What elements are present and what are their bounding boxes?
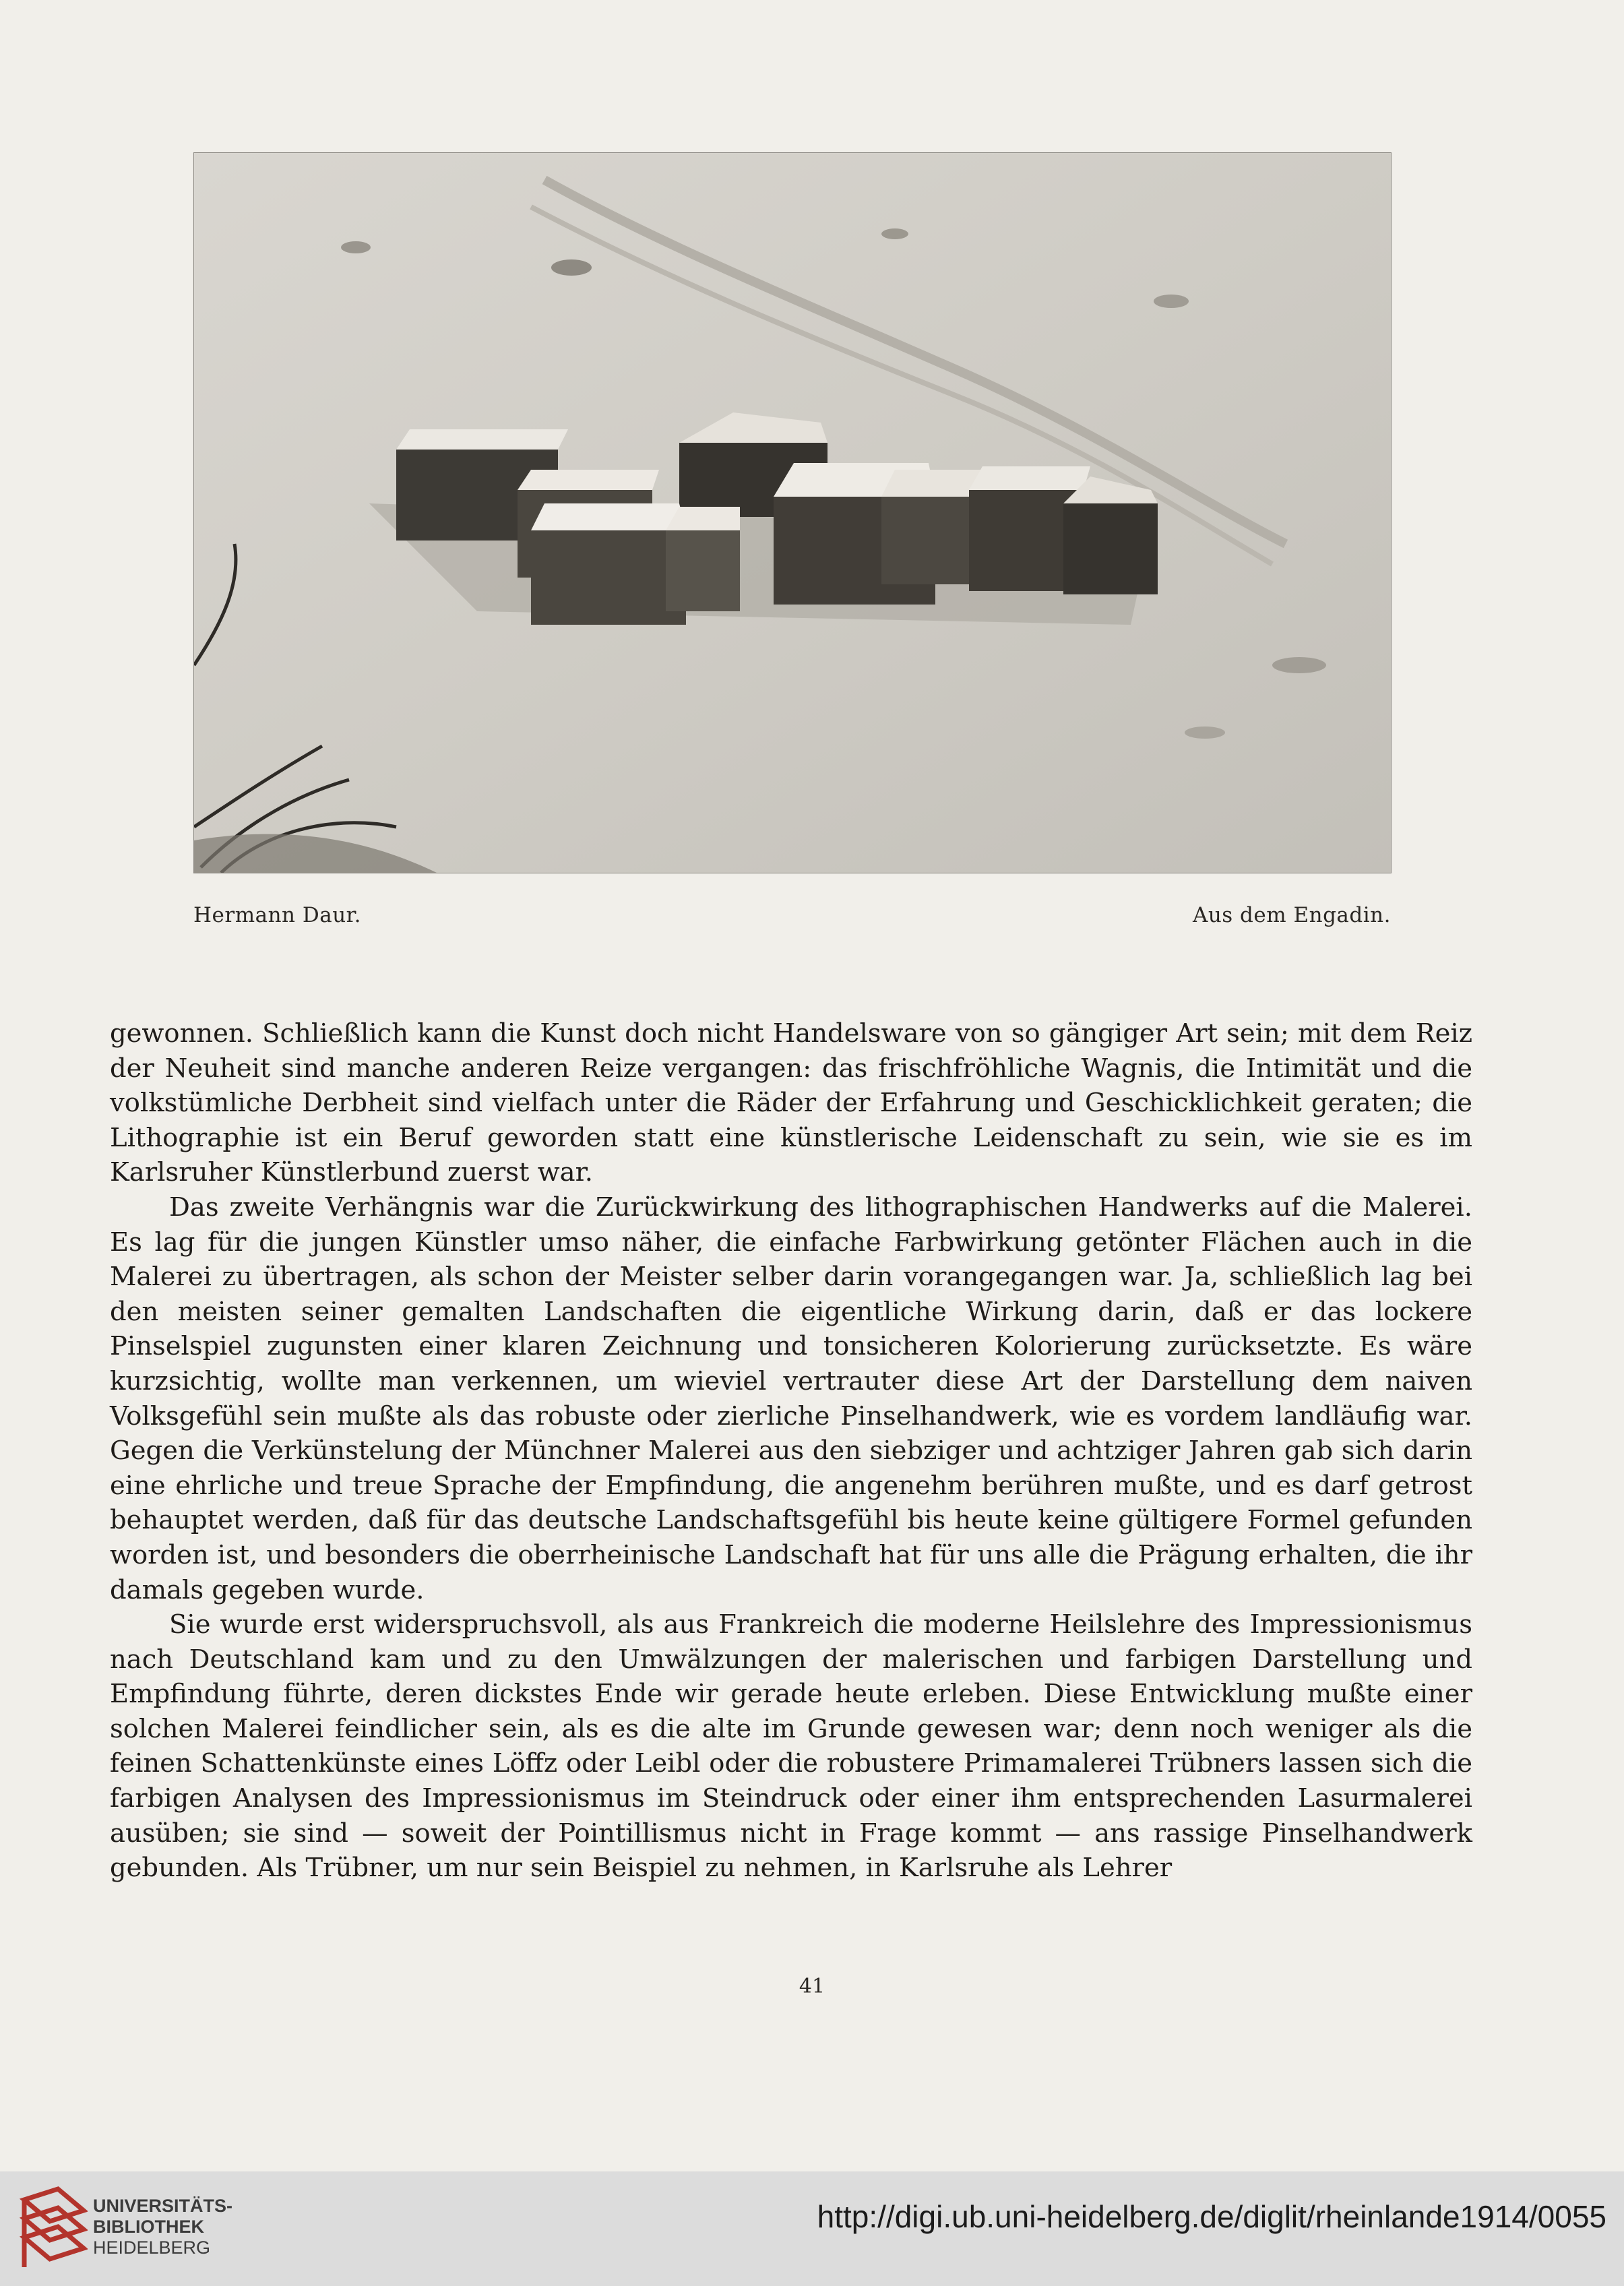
library-name: UNIVERSITÄTS- BIBLIOTHEK HEIDELBERG: [93, 2196, 233, 2258]
source-url-link[interactable]: http://digi.ub.uni-heidelberg.de/diglit/rheinlande1914/0055: [817, 2199, 1606, 2234]
digitization-footer: [0, 2171, 1624, 2286]
paragraph: gewonnen. Schließlich kann die Kunst doch nicht Handelsware von so gängiger Art sein; mit dem Reiz der Neuheit sind manche anderen Reize vergangen: das frischfröhliche Wagnis, die Intimität und die volkstümliche Derbheit sind vielfach unter die Räder der Erfahrung und Geschicklichkeit geraten; die Lithographie ist ein Beruf geworden statt eine künstlerische Leidenschaft zu sein, wie sie es im Karlsruher Künstlerbund zuerst war.: [110, 1018, 1472, 1188]
caption-artist: Hermann Daur.: [193, 903, 361, 927]
article-body: [110, 1016, 1472, 1886]
paragraph: Das zweite Verhängnis war die Zurückwirkung des lithographischen Handwerks auf die Malerei. Es lag für die jungen Künstler umso näher, die einfache Farbwirkung getönter Flächen auch in die Malerei zu übertragen, als schon der Meister selber darin vorangegangen war. Ja, schließlich lag bei den meisten seiner gemalten Landschaften die eigentliche Wirkung darin, daß er das lockere Pinselspiel zugunsten einer klaren Zeichnung und tonsicheren Kolorierung zurücksetzte. Es wäre kurzsichtig, wollte man verkennen, um wieviel vertrauter diese Art der Darstellung dem naiven Volksgefühl sein mußte als das robuste oder zierliche Pinselhandwerk, wie es vordem landläufig war. Gegen die Verkünstelung der Münchner Malerei aus den siebziger und achtziger Jahren gab sich darin eine ehrliche und treue Sprache der Empfindung, die angenehm berühren mußte, und es darf getrost behauptet werden, daß für das deutsche Landschaftsgefühl bis heute keine gültigere Formel gefunden worden ist, und besonders die oberrheinische Landschaft hat für uns alle die Prägung erhalten, die ihr damals gegeben wurde.: [110, 1192, 1472, 1605]
snowy-village-image: [194, 153, 1391, 873]
page-number: 41: [799, 1975, 825, 1998]
lithograph-illustration: [193, 152, 1392, 873]
caption-title: Aus dem Engadin.: [1192, 903, 1391, 927]
university-library-logo-icon: [18, 2186, 88, 2273]
paragraph: Sie wurde erst widerspruchsvoll, als aus Frankreich die moderne Heilslehre des Impressionismus nach Deutschland kam und zu den Umwälzungen der malerischen und farbigen Darstellung und Empfindung führte, deren dickstes Ende wir gerade heute erleben. Diese Entwicklung mußte einer solchen Malerei feindlicher sein, als es die alte im Grunde gewesen war; denn noch weniger als die feinen Schattenkünste eines Löffz oder Leibl oder die robustere Primamalerei Trübners lassen sich die farbigen Analysen des Impressionismus im Steindruck oder einer ihm entsprechenden Lasurmalerei ausüben; sie sind — soweit der Pointillismus nicht in Frage kommt — ans rassige Pinselhandwerk gebunden. Als Trübner, um nur sein Beispiel zu nehmen, in Karlsruhe als Lehrer: [110, 1609, 1472, 1884]
